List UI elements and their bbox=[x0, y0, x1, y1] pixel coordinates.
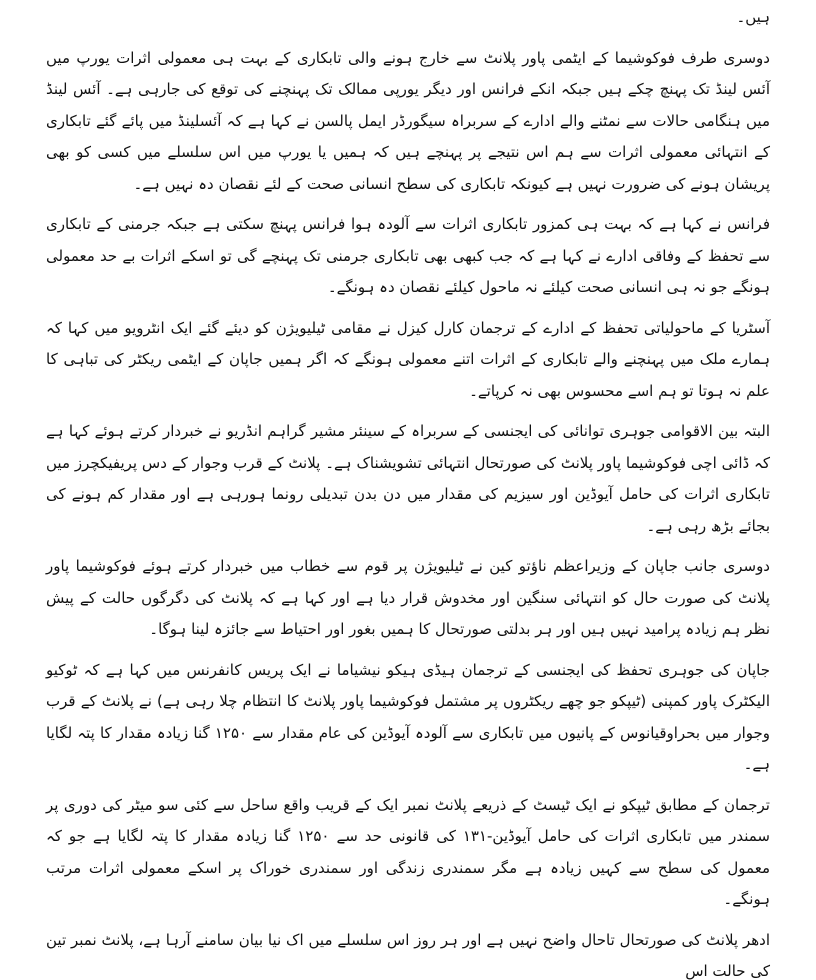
paragraph-nuclear-safety-agency: جاپان کی جوہری تحفظ کی ایجنسی کے ترجمان ہیڈی ہیکو نیشیاما نے ایک پریس کانفرنس میں کہا ہے کہ ٹوکیو الیکٹرک پاور کمپنی (ٹیپکو جو چھے ریکٹروں پر مشتمل فوکوشیما پاور پلانٹ کا انتظام چلا رہی ہے) نے پلانٹ کے قرب وجوار میں بحراوقیانوس کے پانیوں میں تابکاری سے آلودہ آیوڈین کی عام مقدار سے ۱۲۵۰ گنا زیادہ مقدار کا پتہ لگایا ہے۔ bbox=[46, 660, 770, 773]
paragraph-austria: آسٹریا کے ماحولیاتی تحفظ کے ادارے کے ترجمان کارل کیزل نے مقامی ٹیلیویژن کو دیئے گئے ایک انٹرویو میں کہا کہ ہمارے ملک میں پہنچنے والے تابکاری کے اثرات اتنے معمولی ہونگے کہ اگر ہمیں جاپان کے ایٹمی ریکٹر کی تباہی کا علم نہ ہوتا تو ہم اسے محسوس بھی نہ کرپاتے۔ bbox=[46, 318, 770, 400]
paragraph-prime-minister: دوسری جانب جاپان کے وزیراعظم ناؤتو کین نے ٹیلیویژن پر قوم سے خطاب میں خبردار کرتے ہوئے فوکوشیما پاور پلانٹ کی صورت حال کو انتہائی سنگین اور مخدوش قرار دیا ہے اور کہا ہے کہ پلانٹ کی دگرگوں حالت کے پیش نظر ہم زیادہ پرامید نہیں ہیں اور ہر بدلتی صورتحال کا ہمیں بغور اور احتیاط سے جائزہ لینا ہوگا۔ bbox=[46, 557, 770, 638]
paragraph-continuation: ہیں۔ bbox=[736, 8, 770, 26]
paragraph-france-germany: فرانس نے کہا ہے کہ بہت ہی کمزور تابکاری اثرات سے آلودہ ہوا فرانس پہنچ سکتی ہے جبکہ جرمنی کے تابکاری سے تحفظ کے وفاقی ادارے نے کہا ہے کہ جب کبھی بھی تابکاری جرمنی تک پہنچے گی تو اسکے اثرات بے حد معمولی ہونگے جو نہ ہی انسانی صحت کیلئے نہ ماحول کیلئے نقصان دہ ہونگے۔ bbox=[46, 215, 770, 296]
article-body bbox=[46, 0, 770, 980]
paragraph-plant-status: ادھر پلانٹ کی صورتحال تاحال واضح نہیں ہے اور ہر روز اس سلسلے میں اک نیا بیان سامنے آرہا ہے، پلانٹ نمبر تین کی حالت اس bbox=[46, 930, 770, 980]
paragraph-tepco-iodine: ترجمان کے مطابق ٹیپکو نے ایک ٹیسٹ کے ذریعے پلانٹ نمبر ایک کے قریب واقع ساحل سے کئی سو میٹر کی دوری پر سمندر میں تابکاری اثرات کی حامل آیوڈین-۱۳۱ کی قانونی حد سے ۱۲۵۰ گنا زیادہ مقدار کا پتہ لگایا ہے جو کہ معمول کی سطح سے کہیں زیادہ ہے مگر سمندری زندگی اور سمندری خوراک پر اسکے معمولی اثرات مرتب ہونگے۔ bbox=[46, 795, 770, 908]
paragraph-iaea-warning: البتہ بین الاقوامی جوہری توانائی کی ایجنسی کے سربراہ کے سینئر مشیر گراہم انڈریو نے خبردار کرتے ہوئے کہا ہے کہ ڈائی اچی فوکوشیما پاور پلانٹ کی صورتحال انتہائی تشویشناک ہے۔ پلانٹ کے قرب وجوار کے دس پریفیکچرز میں تابکاری اثرات کی حامل آیوڈین اور سیزیم کی مقدار میں دن بدن تبدیلی رونما ہورہی ہے اور مقدار کم ہونے کی بجائے بڑھ رہی ہے۔ bbox=[46, 422, 770, 535]
paragraph-iceland-radiation: دوسری طرف فوکوشیما کے ایٹمی پاور پلانٹ سے خارج ہونے والی تابکاری کے بہت ہی معمولی اثرات یورپ میں آئس لینڈ تک پہنچ چکے ہیں جبکہ انکے فرانس اور دیگر یورپی ممالک تک پہنچنے کی توقع کی جارہی ہے۔ آئس لینڈ میں ہنگامی حالات سے نمٹنے والے ادارے کے سربراہ سیگورڈر ایمل پالسن نے کہا ہے کہ آئسلینڈ میں پائے گئے تابکاری کے انتہائی معمولی اثرات سے ہم اس نتیجے پر پہنچے ہیں کہ ہمیں یا یورپ میں اس سلسلے میں کسی کو بھی پریشان ہونے کی ضرورت نہیں ہے کیونکہ تابکاری کی سطح انسانی صحت کے لئے نقصان دہ نہیں ہے۔ bbox=[46, 48, 770, 193]
